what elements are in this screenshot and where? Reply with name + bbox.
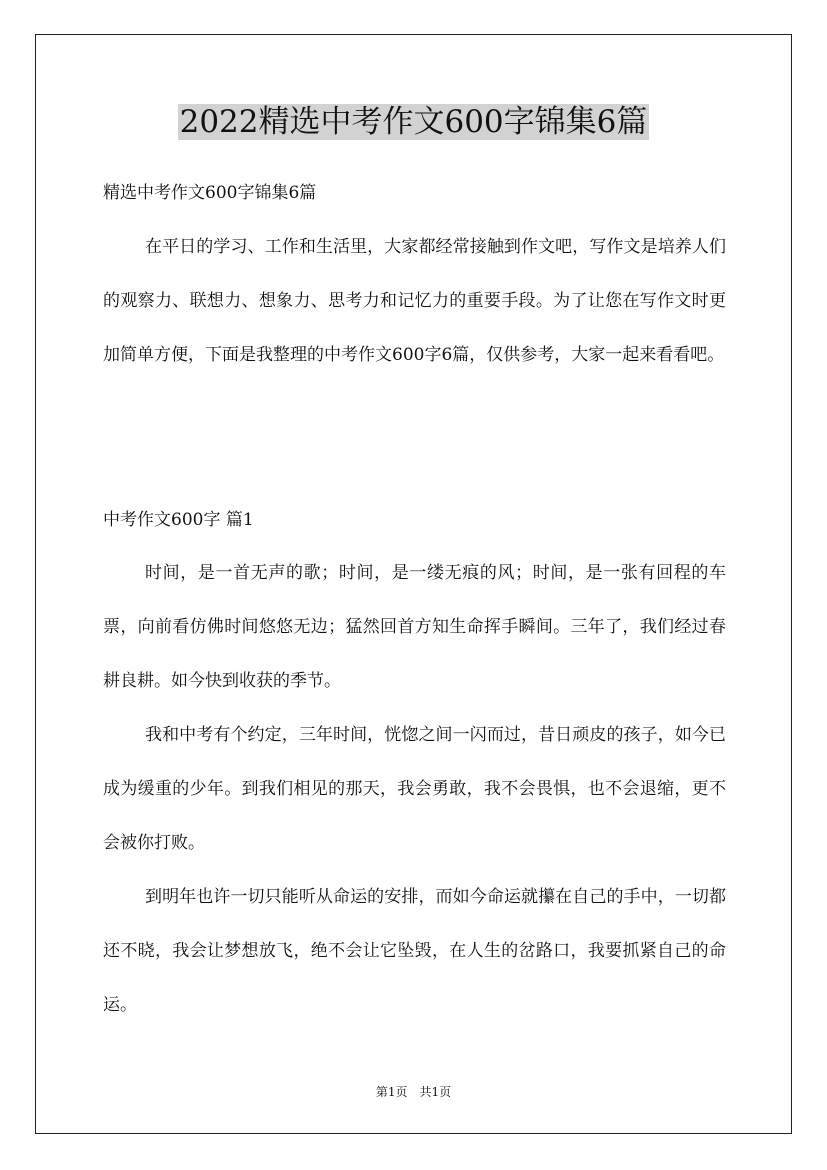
body-paragraph: 我和中考有个约定，三年时间，恍惚之间一闪而过，昔日顽皮的孩子，如今已成为缓重的少年。到我们相见的那天，我会勇敢，我不会畏惧，也不会退缩，更不会被你打败。 xyxy=(103,725,726,853)
body-paragraph: 时间，是一首无声的歌；时间，是一缕无痕的风；时间，是一张有回程的车票，向前看仿佛时间悠悠无边；猛然回首方知生命挥手瞬间。三年了，我们经过春耕良耕。如今快到收获的季节。 xyxy=(103,563,726,691)
section-heading: 中考作文600字 篇1 xyxy=(103,510,254,530)
document-subtitle: 精选中考作文600字锦集6篇 xyxy=(103,183,317,203)
page-footer: 第1页 共1页 xyxy=(375,1085,452,1099)
document-title-text: 2022精选中考作文600字锦集6篇 xyxy=(179,104,648,140)
intro-paragraph: 在平日的学习、工作和生活里，大家都经常接触到作文吧，写作文是培养人们的观察力、联想力、想象力、思考力和记忆力的重要手段。为了让您在写作文时更加简单方便，下面是我整理的中考作文600字6篇，仅供参考，大家一起来看看吧。 xyxy=(103,237,726,365)
body-paragraph: 到明年也许一切只能听从命运的安排，而如今命运就攥在自己的手中，一切都还不晓，我会让梦想放飞，绝不会让它坠毁，在人生的岔路口，我要抓紧自己的命运。 xyxy=(103,887,726,1015)
document-title xyxy=(0,100,827,144)
